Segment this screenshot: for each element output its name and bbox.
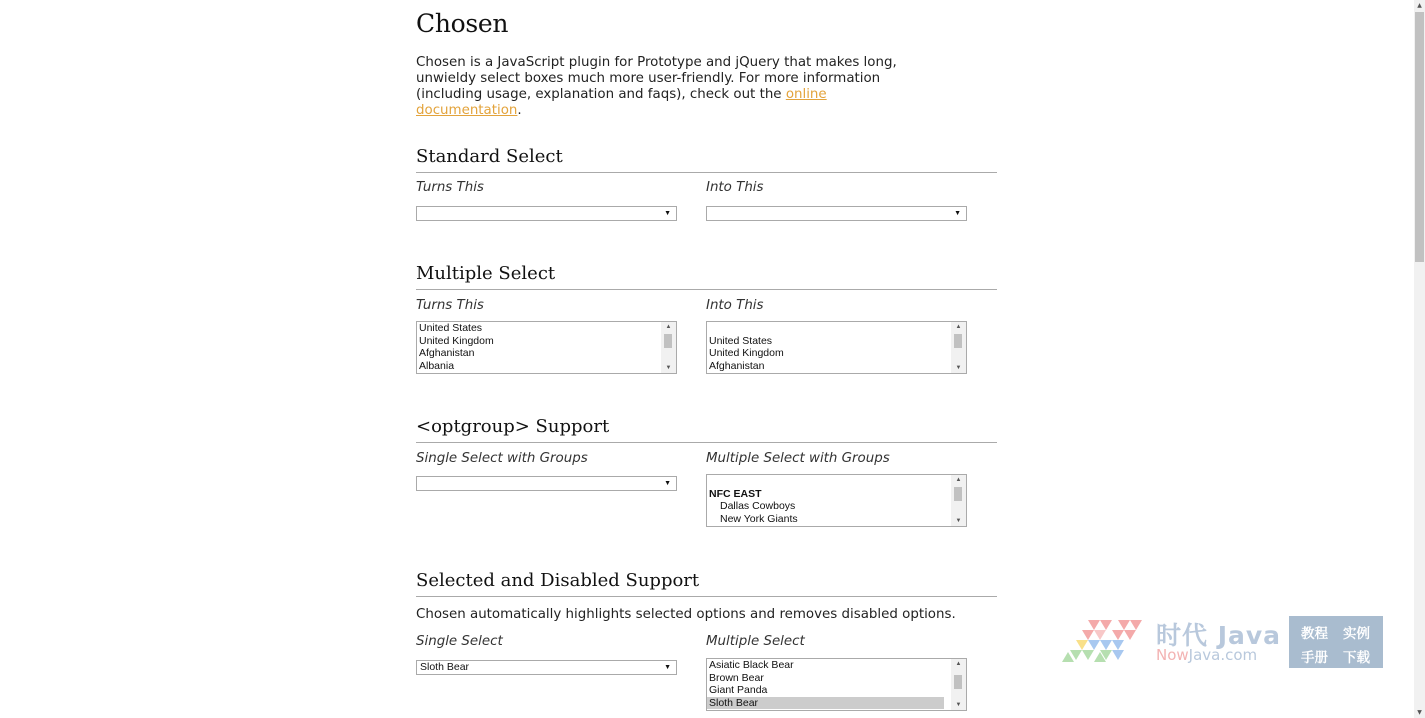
dropdown-arrow-icon: ▼ (954, 210, 961, 217)
intro-text: Chosen is a JavaScript plugin for Prototype and jQuery that makes long, unwieldy select boxes much more user-friendly. For more information (including usage, explanation and faqs), check out the (416, 55, 897, 102)
list-option-selected[interactable]: Sloth Bear (707, 697, 944, 710)
single-select-groups-label: Single Select with Groups (416, 451, 588, 466)
list-option[interactable]: Albania (419, 359, 455, 372)
section-multiple-select (416, 263, 997, 372)
nowjava-watermark (1058, 616, 1384, 668)
section-heading: Selected and Disabled Support (416, 570, 997, 597)
section-heading: Multiple Select (416, 263, 997, 290)
listbox-scrollbar[interactable] (951, 475, 966, 526)
intro-paragraph (416, 55, 936, 119)
watermark-domain-rest: Java.com (1188, 646, 1258, 664)
page-scrollbar-thumb[interactable] (1415, 12, 1424, 262)
dropdown-arrow-icon: ▼ (664, 480, 671, 487)
section-selected-disabled (416, 570, 997, 709)
standard-select-chosen[interactable] (706, 206, 967, 221)
multiple-select-groups-label: Multiple Select with Groups (706, 451, 890, 466)
list-option-blank (707, 475, 944, 488)
list-option[interactable]: New York Giants (720, 512, 798, 525)
optgroup-label: NFC EAST (709, 487, 762, 500)
scroll-down-icon[interactable]: ▼ (955, 702, 962, 708)
dropdown-arrow-icon: ▼ (664, 664, 671, 671)
online-documentation-link[interactable]: online documentation (416, 87, 827, 118)
scroll-up-icon[interactable]: ▲ (955, 477, 962, 483)
page-title: Chosen (416, 9, 509, 38)
select-value (417, 207, 420, 219)
watermark-tag: 实例 (1343, 626, 1370, 642)
scrollbar-thumb[interactable] (954, 334, 962, 348)
section-optgroup-support (416, 416, 997, 525)
watermark-tag: 下载 (1343, 650, 1370, 666)
list-option[interactable]: Asiatic Black Bear (709, 659, 794, 671)
list-option[interactable]: United Kingdom (709, 347, 784, 360)
turns-this-label: Turns This (416, 180, 484, 195)
section-heading: Standard Select (416, 146, 997, 173)
listbox-scrollbar[interactable] (951, 322, 966, 373)
list-option[interactable]: Afghanistan (419, 347, 475, 360)
intro-text-end: . (517, 103, 522, 118)
scroll-up-icon[interactable]: ▲ (1417, 2, 1422, 9)
scroll-down-icon[interactable]: ▼ (1417, 709, 1422, 716)
into-this-label: Into This (706, 298, 764, 313)
list-option[interactable]: United States (709, 334, 773, 347)
multiple-select-native[interactable] (416, 321, 677, 374)
multiple-select-label: Multiple Select (706, 634, 805, 649)
watermark-domain-now: Now (1156, 646, 1189, 664)
single-select-label: Single Select (416, 634, 503, 649)
watermark-tag: 手册 (1301, 650, 1328, 666)
watermark-domain (1156, 646, 1257, 664)
list-option[interactable]: Afghanistan (709, 359, 765, 372)
select-value (417, 477, 420, 489)
single-select-with-groups[interactable] (416, 476, 677, 491)
turns-this-label: Turns This (416, 298, 484, 313)
multiple-select-bears[interactable] (706, 658, 967, 711)
single-select-bears[interactable] (416, 660, 677, 675)
watermark-tag: 教程 (1301, 626, 1328, 642)
scrollbar-thumb[interactable] (664, 334, 672, 348)
scroll-up-icon[interactable]: ▲ (955, 324, 962, 330)
watermark-brand: 时代 Java (1156, 621, 1282, 650)
multiple-select-chosen[interactable] (706, 321, 967, 374)
section-heading: <optgroup> Support (416, 416, 997, 443)
nowjava-logo-icon (1058, 618, 1150, 668)
scroll-down-icon[interactable]: ▼ (955, 518, 962, 524)
list-option[interactable]: United States (419, 322, 483, 334)
dropdown-arrow-icon: ▼ (664, 210, 671, 217)
list-option[interactable]: Giant Panda (709, 684, 768, 697)
page-scrollbar[interactable] (1414, 0, 1425, 718)
standard-select-native[interactable] (416, 206, 677, 221)
list-option[interactable]: United Kingdom (419, 334, 494, 347)
list-option[interactable]: Brown Bear (709, 671, 764, 684)
section-standard-select (416, 146, 997, 217)
scrollbar-thumb[interactable] (954, 675, 962, 689)
listbox-scrollbar[interactable] (661, 322, 676, 373)
scroll-up-icon[interactable]: ▲ (955, 661, 962, 667)
list-option-blank[interactable] (707, 322, 944, 335)
list-option[interactable]: Dallas Cowboys (720, 500, 796, 513)
section-description: Chosen automatically highlights selected options and removes disabled options. (416, 607, 956, 622)
scroll-down-icon[interactable]: ▼ (955, 365, 962, 371)
watermark-tags (1289, 616, 1383, 668)
scroll-down-icon[interactable]: ▼ (665, 365, 672, 371)
into-this-label: Into This (706, 180, 764, 195)
select-value (707, 207, 710, 219)
scroll-up-icon[interactable]: ▲ (665, 324, 672, 330)
select-value: Sloth Bear (420, 661, 470, 673)
multiple-select-with-groups[interactable] (706, 474, 967, 527)
listbox-scrollbar[interactable] (951, 659, 966, 710)
scrollbar-thumb[interactable] (954, 487, 962, 501)
